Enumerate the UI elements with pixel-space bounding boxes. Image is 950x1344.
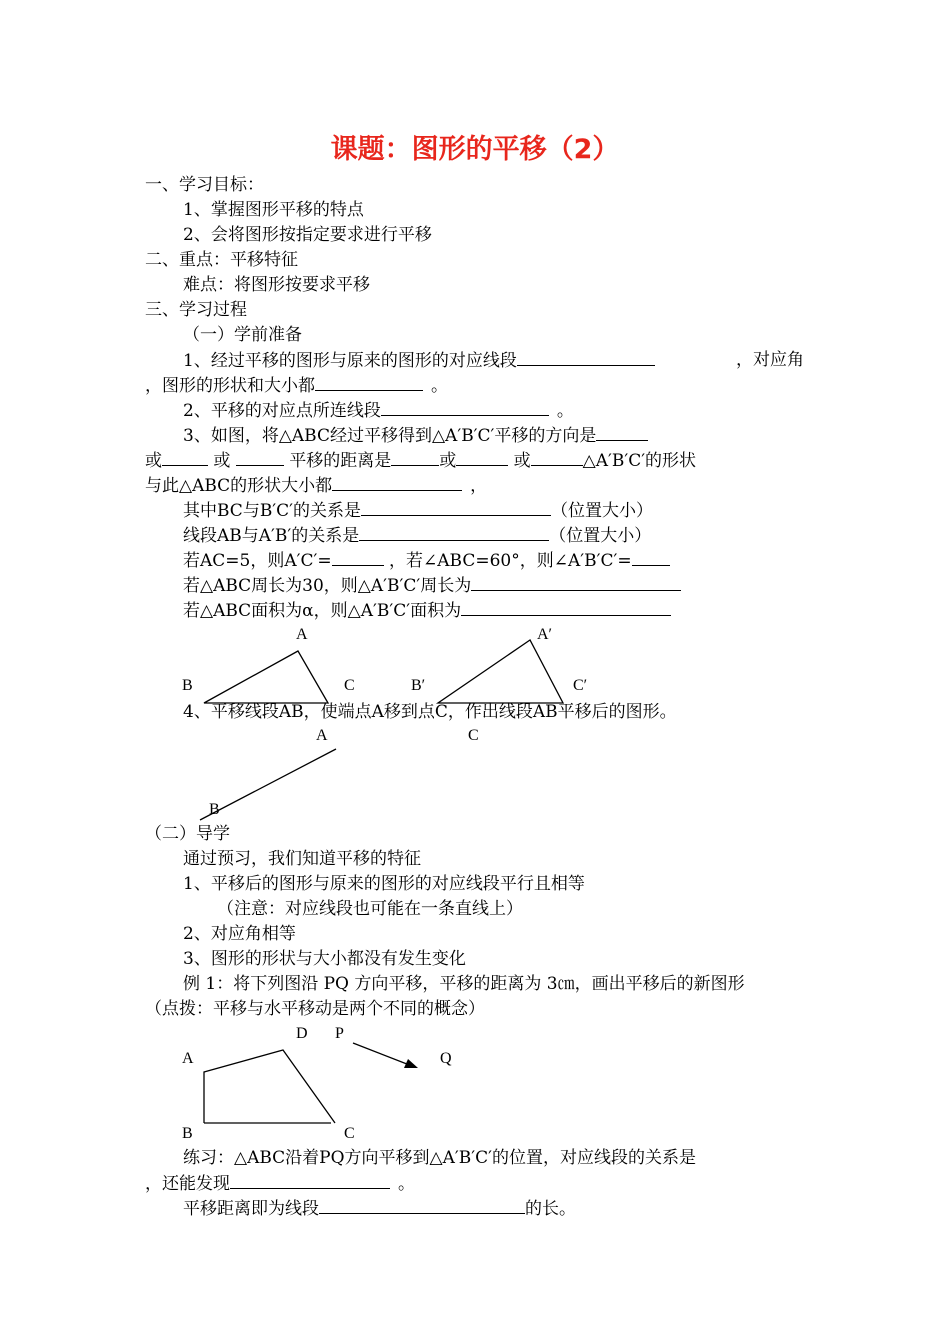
question-text: 1、经过平移的图形与原来的图形的对应线段: [183, 351, 517, 371]
question-text: 若△ABC周长为30，则△A′B′C′周长为: [183, 576, 472, 596]
question-text: ，对应角: [736, 350, 804, 370]
question-text: 。: [556, 401, 574, 421]
label-p: P: [335, 1025, 344, 1042]
quadrilateral-abcd: [204, 1050, 335, 1123]
hint-text: （位置大小）: [551, 501, 654, 521]
practice-text: 平移距离即为线段: [183, 1199, 319, 1219]
subsection-heading: （一）学前准备: [183, 325, 302, 345]
label-q: Q: [440, 1050, 452, 1067]
question-text: 或: [145, 451, 162, 471]
example-text: 例 1：将下列图沿 PQ 方向平移，平移的距离为 3㎝，画出平移后的新图形: [183, 974, 745, 994]
question-text: 线段AB与A′B′的关系是: [183, 526, 360, 546]
note-text: （注意：对应线段也可能在一条直线上）: [217, 899, 523, 919]
arrow-pq: [353, 1043, 412, 1066]
label-c: C: [468, 727, 479, 744]
label-a: A: [182, 1050, 194, 1067]
question-text: 。: [431, 376, 448, 396]
feature-item: 2、对应角相等: [183, 924, 296, 944]
hint-text: （位置大小）: [549, 526, 652, 546]
question-text: 若△ABC面积为α，则△A′B′C′面积为: [183, 601, 462, 621]
intro-text: 通过预习，我们知道平移的特征: [183, 849, 421, 869]
arrow-head-icon: [404, 1059, 418, 1068]
triangle-abc-prime: [438, 640, 563, 703]
practice-text: 。: [398, 1174, 415, 1194]
practice-cont: [145, 1172, 415, 1195]
question-text: 或: [513, 451, 531, 471]
feature-item: 1、平移后的图形与原来的图形的对应线段平行且相等: [183, 874, 585, 894]
label-c: C: [344, 1125, 355, 1142]
question-text: ，图形的形状和大小都: [145, 376, 315, 396]
label-d: D: [296, 1025, 308, 1042]
practice-text: 的长。: [525, 1199, 576, 1219]
feature-item: 3、图形的形状与大小都没有发生变化: [183, 949, 466, 969]
section-heading: 一、学习目标：: [145, 175, 264, 195]
question-text: 2、平移的对应点所连线段: [183, 401, 381, 421]
goal-item: 2、会将图形按指定要求进行平移: [183, 225, 432, 245]
section-heading: 三、学习过程: [145, 300, 247, 320]
label-b: B: [209, 801, 220, 818]
label-b: B: [182, 1125, 193, 1142]
question-4: 4、平移线段AB，使端点A移到点C，作出线段AB平移后的图形。: [183, 702, 677, 722]
answer-blank[interactable]: [319, 1197, 525, 1214]
question-text: ，: [470, 476, 488, 496]
segment-ab: [200, 749, 336, 820]
triangle-abc: [204, 651, 328, 703]
practice-text: ，还能发现: [145, 1174, 230, 1194]
section-heading: 二、重点：平移特征: [145, 250, 298, 270]
subsection-heading: （二）导学: [145, 824, 230, 844]
label-a: A: [296, 626, 308, 643]
question-text: △A′B′C′的形状: [582, 451, 697, 471]
question-text: 3、如图，将△ABC经过平移得到△A′B′C′平移的方向是: [183, 426, 597, 446]
question-text: 或: [213, 451, 231, 471]
label-c: C: [344, 677, 355, 694]
hint-text: （点拨：平移与水平移动是两个不同的概念）: [145, 999, 485, 1019]
difficulty-text: 难点：将图形按要求平移: [183, 275, 370, 295]
question-text: 或: [439, 451, 457, 471]
page-title: 课题：图形的平移（2）: [330, 134, 620, 165]
label-b: B: [182, 677, 193, 694]
label-a: A: [316, 727, 328, 744]
question-text: 若AC=5，则A′C′=: [183, 551, 332, 571]
goal-item: 1、掌握图形平移的特点: [183, 200, 364, 220]
label-c-prime: C′: [573, 677, 588, 694]
answer-blank[interactable]: [230, 1172, 390, 1189]
label-a-prime: A′: [537, 626, 553, 643]
question-text: 平移的距离是: [289, 451, 392, 471]
practice-text: 练习：△ABC沿着PQ方向平移到△A′B′C′的位置，对应线段的关系是: [183, 1148, 696, 1168]
label-b-prime: B′: [411, 677, 426, 694]
question-text: 其中BC与B′C′的关系是: [183, 501, 362, 521]
question-text: 与此△ABC的形状大小都: [145, 476, 333, 496]
question-text: ，若∠ABC=60°，则∠A′B′C′=: [389, 551, 632, 571]
practice-distance: [183, 1197, 576, 1220]
